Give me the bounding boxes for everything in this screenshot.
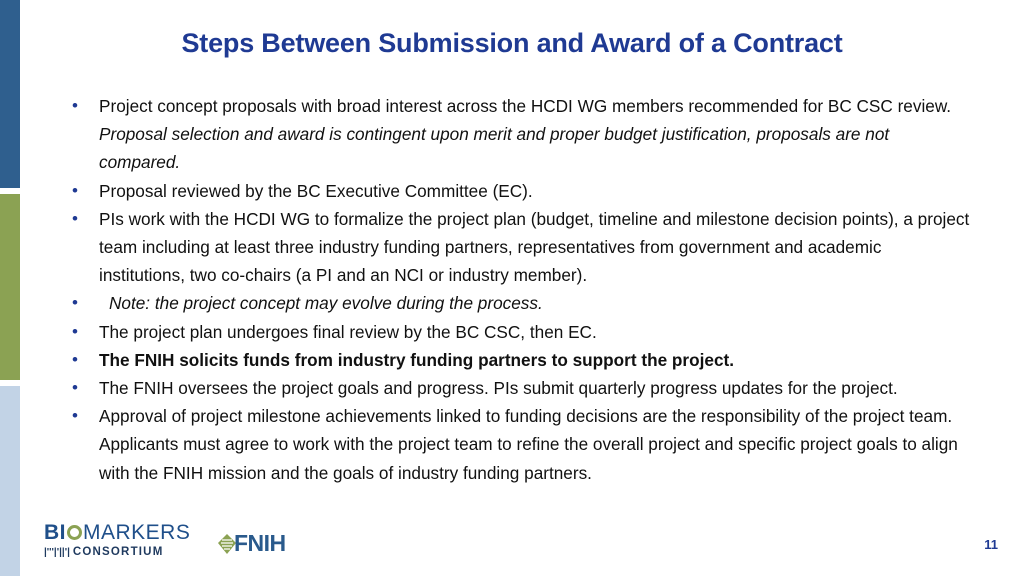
- bullet-icon: •: [72, 293, 78, 313]
- fnih-logo: [216, 530, 306, 558]
- bullet-item: [72, 346, 972, 374]
- bullet-icon: •: [72, 349, 78, 369]
- bullet-item: [72, 205, 972, 290]
- ring-icon: [67, 525, 82, 540]
- bullet-text-italic: Proposal selection and award is contingent upon merit and proper budget justification, proposals are not compared.: [99, 124, 890, 173]
- page-number: 11: [984, 537, 998, 552]
- slide-title: Steps Between Submission and Award of a Contract: [181, 28, 843, 58]
- bullet-icon: •: [72, 180, 78, 200]
- bullet-text: The FNIH oversees the project goals and progress. PIs submit quarterly progress updates for the project.: [99, 378, 898, 399]
- bullet-text: Approval of project milestone achievements linked to funding decisions are the responsibility of the project team. Applicants must agree to work with the project team to refine the overall project and specific project goals to align with the FNIH mission and the goals of industry funding partners.: [99, 406, 958, 483]
- fnih-wordmark: FNIH: [234, 530, 286, 556]
- bullet-text: PIs work with the HCDI WG to formalize the project plan (budget, timeline and milestone decision points), a project team including at least three industry funding partners, representatives from government and academic institutions, two co-chairs (a PI and an NCI or industry member).: [99, 208, 970, 286]
- bullet-icon: •: [72, 406, 78, 426]
- bullet-item: [72, 289, 972, 317]
- biomarkers-wordmark-bi: BI: [44, 521, 66, 544]
- biomarkers-wordmark-markers: MARKERS: [83, 521, 191, 544]
- sidebar-segment-light: [0, 386, 20, 576]
- bullet-note-italic: Note: the project concept may evolve during the process.: [109, 293, 543, 314]
- consortium-wordmark: [44, 546, 196, 558]
- bullet-item: [72, 318, 972, 346]
- biomarkers-consortium-logo: [44, 522, 196, 562]
- bullet-icon: •: [72, 378, 78, 398]
- bullet-item: [72, 402, 972, 487]
- sidebar-segment-green: [0, 194, 20, 380]
- bullet-text: Project concept proposals with broad interest across the HCDI WG members recommended for BC CSC review.: [99, 96, 952, 116]
- bullet-icon: •: [72, 321, 78, 341]
- bullet-item: [72, 92, 972, 177]
- sidebar-segment-blue: [0, 0, 20, 188]
- bullet-icon: •: [72, 96, 78, 115]
- bullet-text: The project plan undergoes final review by the BC CSC, then EC.: [99, 321, 597, 342]
- bullet-list: [72, 92, 972, 487]
- bullet-text-bold: The FNIH solicits funds from industry funding partners to support the project.: [99, 349, 734, 370]
- bullet-item: [72, 374, 972, 402]
- barcode-icon: |'''|'||'|: [44, 547, 70, 558]
- sidebar-accent: [0, 0, 20, 576]
- bullet-icon: •: [72, 208, 78, 228]
- bullet-item: [72, 177, 972, 205]
- consortium-text: CONSORTIUM: [72, 546, 164, 558]
- bullet-text: Proposal reviewed by the BC Executive Committee (EC).: [99, 180, 533, 201]
- biomarkers-wordmark: [44, 522, 196, 544]
